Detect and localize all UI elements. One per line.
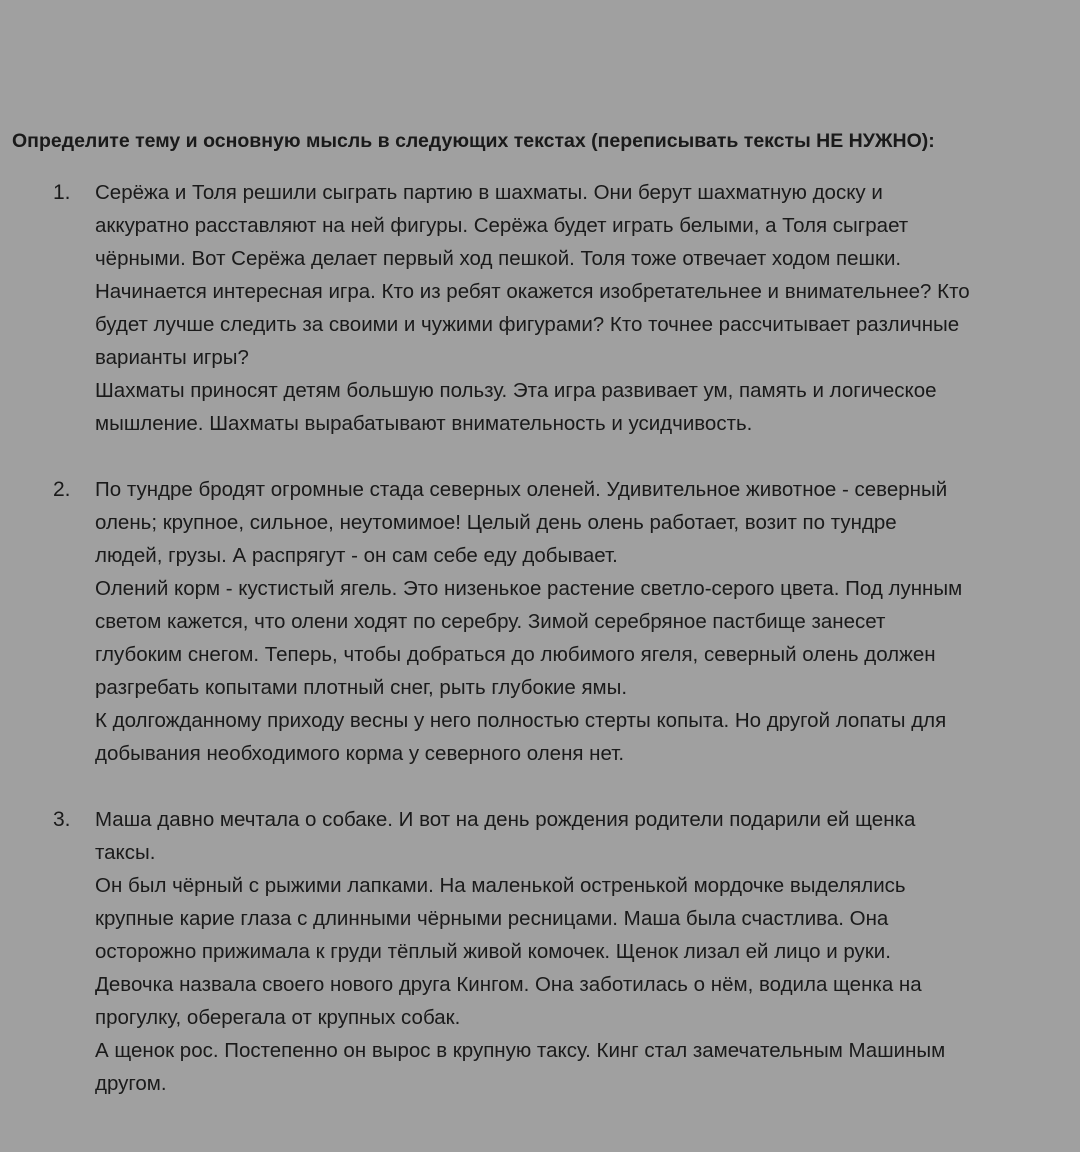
- item-number: 1.: [53, 181, 71, 204]
- item-number: 3.: [53, 808, 71, 831]
- paragraph: По тундре бродят огромные стада северных оленей. Удивительное животное - северный олень; крупное, сильное, неутомимое! Целый день олень работает, возит по тундре людей, грузы. А распрягут - он сам себе еду добывает.: [95, 478, 948, 567]
- paragraph: Шахматы приносят детям большую пользу. Эта игра развивает ум, память и логическое мышление. Шахматы вырабатывают внимательность и усидчивость.: [95, 379, 937, 435]
- item-body: [95, 473, 1075, 770]
- item-body: [95, 176, 1075, 440]
- paragraph: Он был чёрный с рыжими лапками. На маленькой остренькой мордочке выделялись крупные карие глаза с длинными чёрными ресницами. Маша была счастлива. Она осторожно прижимала к груди тёплый живой комочек. Щенок лизал ей лицо и руки. Девочка назвала своего нового друга Кингом. Она заботилась о нём, водила щенка на прогулку, оберегала от крупных собак.: [95, 874, 922, 1029]
- paragraph: Серёжа и Толя решили сыграть партию в шахматы. Они берут шахматную доску и аккуратно расставляют на ней фигуры. Серёжа будет играть белыми, а Толя сыграет чёрными. Вот Серёжа делает первый ход пешкой. Толя тоже отвечает ходом пешки. Начинается интересная игра. Кто из ребят окажется изобретательнее и внимательнее? Кто будет лучше следить за своими и чужими фигурами? Кто точнее рассчитывает различные варианты игры?: [95, 181, 970, 369]
- paragraph: К долгожданному приходу весны у него полностью стерты копыта. Но другой лопаты для добывания необходимого корма у северного оленя нет.: [95, 709, 947, 765]
- item-body: [95, 803, 1075, 1100]
- paragraph: Олений корм - кустистый ягель. Это низенькое растение светло-серого цвета. Под лунным светом кажется, что олени ходят по серебру. Зимой серебряное пастбище занесет глубоким снегом. Теперь, чтобы добраться до любимого ягеля, северный олень должен разгребать копытами плотный снег, рыть глубокие ямы.: [95, 577, 963, 699]
- paragraph: Маша давно мечтала о собаке. И вот на день рождения родители подарили ей щенка таксы.: [95, 808, 916, 864]
- paragraph: А щенок рос. Постепенно он вырос в крупную таксу. Кинг стал замечательным Машиным другом.: [95, 1039, 946, 1095]
- item-number: 2.: [53, 478, 71, 501]
- task-heading: Определите тему и основную мысль в следующих текстах (переписывать тексты НЕ НУЖНО):: [12, 130, 935, 152]
